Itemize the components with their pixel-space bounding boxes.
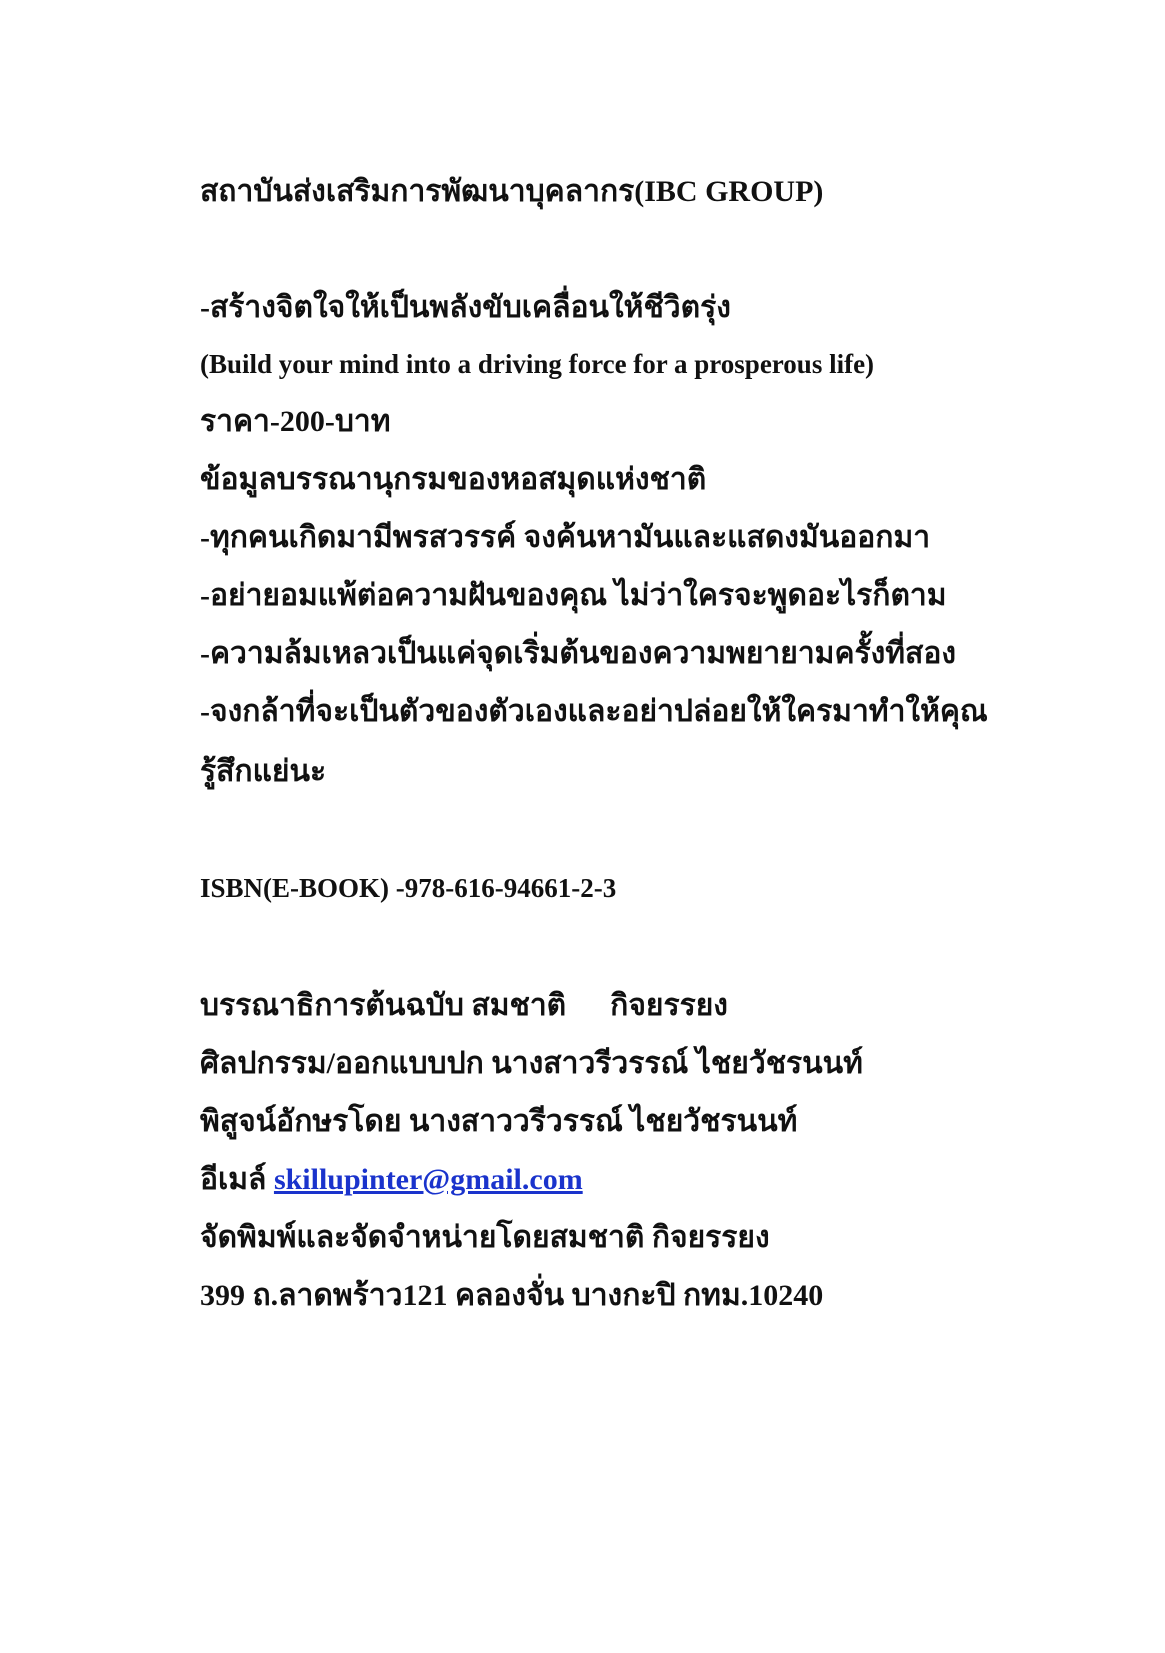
email-row <box>200 1160 583 1200</box>
email-label: อีเมล์ <box>200 1163 267 1196</box>
editor-credit <box>200 986 728 1026</box>
book-title-th: -สร้างจิตใจให้เป็นพลังขับเคลื่อนให้ชีวิตรุ่ง <box>200 291 731 324</box>
editor-label: บรรณาธิการต้นฉบับ สมชาติ <box>200 989 567 1022</box>
book-title-en: (Build your mind into a driving force for a prosperous life) <box>200 349 875 379</box>
proofreader-credit: พิสูจน์อักษรโดย นางสาววรีวรรณ์ ไชยวัชรนนท์ <box>200 1105 798 1138</box>
book-price: ราคา-200-บาท <box>200 405 391 438</box>
point-item: -ความล้มเหลวเป็นแค่จุดเริ่มต้นของความพยายามครั้งที่สอง <box>200 637 957 670</box>
institute-name: สถาบันส่งเสริมการพัฒนาบุคลากร(IBC GROUP) <box>200 175 824 208</box>
publisher-credit: จัดพิมพ์และจัดจำหน่ายโดยสมชาติ กิจยรรยง <box>200 1221 770 1254</box>
point-item: -ทุกคนเกิดมามีพรสวรรค์ จงค้นหามันและแสดงมันออกมา <box>200 521 931 554</box>
email-link[interactable]: skillupinter@gmail.com <box>273 1163 583 1196</box>
point-item: -จงกล้าที่จะเป็นตัวของตัวเองและอย่าปล่อยให้ใครมาทำให้คุณ <box>200 695 988 728</box>
point-item: -อย่ายอมแพ้ต่อความฝันของคุณ ไม่ว่าใครจะพูดอะไรก็ตาม <box>200 579 947 612</box>
catalog-heading: ข้อมูลบรรณานุกรมของหอสมุดแห่งชาติ <box>200 463 707 496</box>
publisher-address: 399 ถ.ลาดพร้าว121 คลองจั่น บางกะปิ กทม.10240 <box>200 1279 824 1312</box>
art-design-credit: ศิลปกรรม/ออกแบบปก นางสาวรีวรรณ์ ไชยวัชรนนท์ <box>200 1047 863 1080</box>
point-item: รู้สึกแย่นะ <box>200 755 327 788</box>
editor-surname: กิจยรรยง <box>610 989 728 1022</box>
isbn: ISBN(E-BOOK) -978-616-94661-2-3 <box>200 873 617 903</box>
